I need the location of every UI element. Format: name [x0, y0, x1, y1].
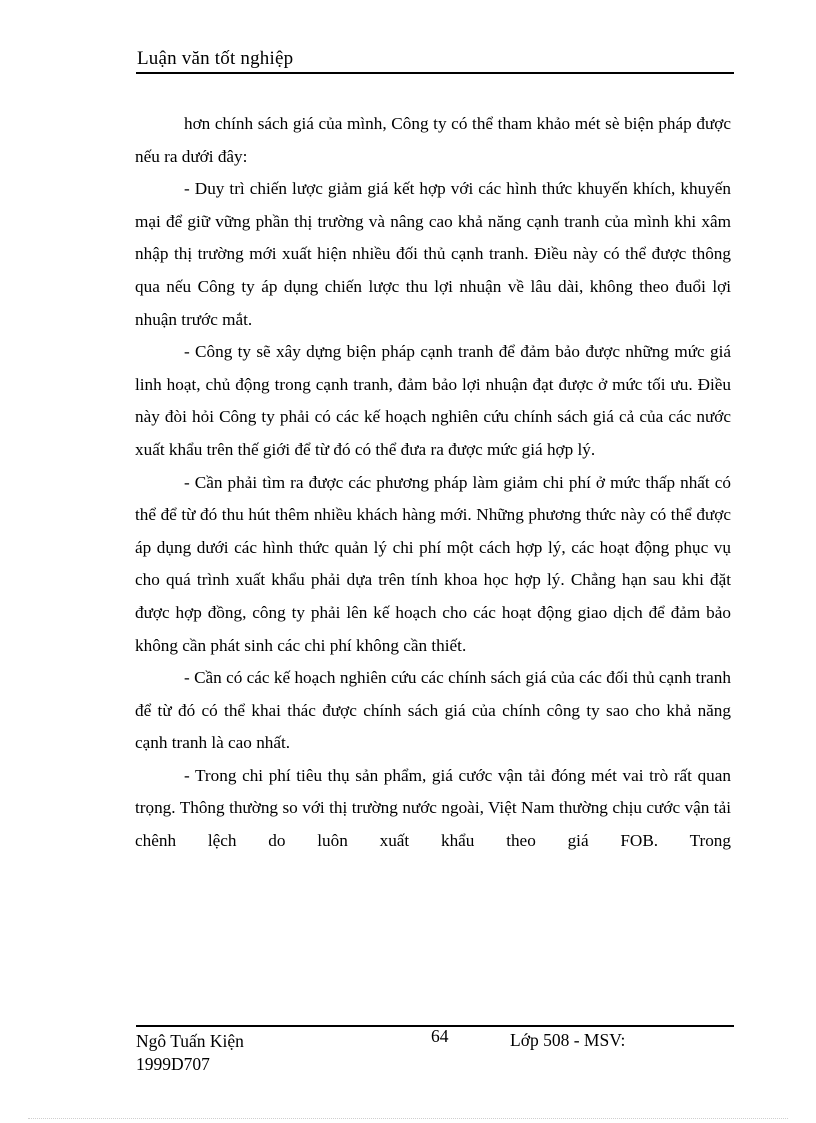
header-title: Luận văn tốt nghiệp — [137, 48, 294, 69]
paragraph: - Duy trì chiến lược giảm giá kết hợp với các hình thức khuyến khích, khuyến mại để giữ vững phần thị trường và nâng cao khả năng cạnh tranh của mình khi xâm nhập thị trường mới xuất hiện nhiều đối thủ cạnh tranh. Điều này có thể được thông qua nếu Công ty áp dụng chiến lược thu lợi nhuận về lâu dài, không theo đuổi lợi nhuận trước mắt. — [135, 179, 731, 329]
paragraph: - Trong chi phí tiêu thụ sản phẩm, giá cước vận tải đóng mét vai trò rất quan trọng. Thông thường so với thị trường nước ngoài, Việt Nam thường chịu cước vận tải chênh lệch do luôn xuất khẩu theo giá FOB. Trong — [135, 765, 731, 851]
paragraph: hơn chính sách giá của mình, Công ty có thể tham khảo mét sè biện pháp được nếu ra dưới đây: — [135, 114, 731, 166]
page-number: 64 — [431, 1026, 449, 1046]
header-divider — [136, 72, 734, 74]
body-text — [135, 108, 731, 858]
paragraph: - Công ty sẽ xây dựng biện pháp cạnh tranh để đảm bảo được những mức giá linh hoạt, chủ động trong cạnh tranh, đảm bảo lợi nhuận đạt được ở mức tối ưu. Điều này đòi hỏi Công ty phải có các kế hoạch nghiên cứu chính sách giá cả của các nước xuất khẩu trên thế giới để từ đó có thể đưa ra được mức giá hợp lý. — [135, 342, 731, 459]
paragraph: - Cần phải tìm ra được các phương pháp làm giảm chi phí ở mức thấp nhất có thể để từ đó thu hút thêm nhiều khách hàng mới. Những phương thức này có thể được áp dụng dưới các hình thức quản lý chi phí một cách hợp lý, các hoạt động phục vụ cho quá trình xuất khẩu phải dựa trên tính khoa học hợp lý. Chẳng hạn sau khi đặt được hợp đồng, công ty phải lên kế hoạch cho các hoạt động giao dịch để đảm bảo không cần phát sinh các chi phí không cần thiết. — [135, 472, 731, 655]
footer-author-block — [136, 1030, 244, 1076]
paragraph: - Cần có các kế hoạch nghiên cứu các chính sách giá của các đối thủ cạnh tranh để từ đó có thể khai thác được chính sách giá của chính công ty sao cho khả năng cạnh tranh là cao nhất. — [135, 668, 731, 753]
footer-author: Ngô Tuấn Kiện — [136, 1031, 244, 1051]
footer-student-id: 1999D707 — [136, 1054, 210, 1074]
footer-class-info: Lớp 508 - MSV: — [510, 1030, 626, 1050]
page-bottom-border — [28, 1118, 788, 1119]
